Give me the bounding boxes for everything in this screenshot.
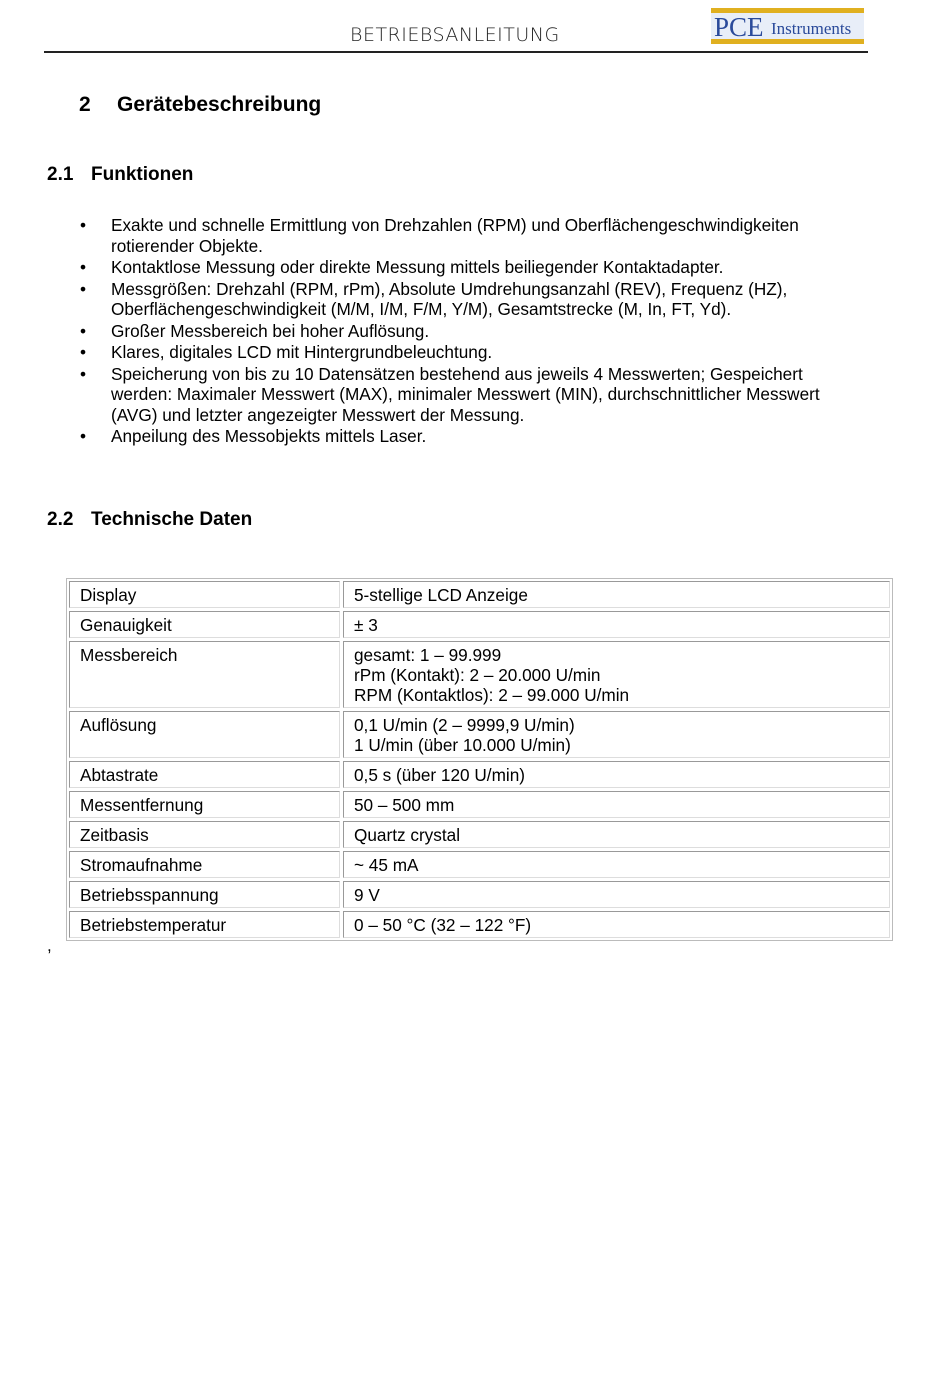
- header-rule: [44, 51, 868, 53]
- functions-heading: [47, 164, 193, 186]
- spec-value: [343, 791, 890, 818]
- logo-instruments-text: Instruments: [771, 19, 852, 38]
- list-item: [80, 426, 860, 447]
- spec-value: [343, 851, 890, 878]
- list-item-line: Großer Messbereich bei hoher Auflösung.: [111, 320, 430, 341]
- list-item-line: Klares, digitales LCD mit Hintergrundbeleuchtung.: [111, 342, 493, 362]
- spec-value-line: 0 – 50 °C (32 – 122 °F): [354, 915, 532, 935]
- list-item-line: Exakte und schnelle Ermittlung von Drehzahlen (RPM) und Oberflächengeschwindigkeiten: [111, 215, 799, 235]
- spec-label: Zeitbasis: [69, 821, 340, 848]
- section-title: Gerätebeschreibung: [117, 93, 322, 116]
- spec-label: Abtastrate: [69, 761, 340, 788]
- spec-value: [343, 821, 890, 848]
- spec-label: Display: [69, 581, 340, 608]
- spec-value: [343, 761, 890, 788]
- spec-label: Stromaufnahme: [69, 851, 340, 878]
- list-item-line: (AVG) und letzter angezeigter Messwert der Messung.: [111, 404, 525, 425]
- table-row: [69, 911, 890, 938]
- spec-value-line: ± 3: [354, 615, 378, 635]
- table-row: [69, 581, 890, 608]
- spec-value-line: rPm (Kontakt): 2 – 20.000 U/min: [354, 665, 601, 685]
- spec-label: Messentfernung: [69, 791, 340, 818]
- list-item-line: Speicherung von bis zu 10 Datensätzen bestehend aus jeweils 4 Messwerten; Gespeichert: [111, 363, 803, 384]
- spec-value: [343, 911, 890, 938]
- functions-list: [80, 215, 860, 448]
- list-item: [80, 257, 860, 278]
- table-row: [69, 641, 890, 708]
- spec-value-line: 0,1 U/min (2 – 9999,9 U/min): [354, 715, 575, 735]
- list-item-line: Oberflächengeschwindigkeit (M/M, I/M, F/M, Y/M), Gesamtstrecke (M, In, FT, Yd).: [111, 299, 732, 319]
- table-row: [69, 761, 890, 788]
- list-item-line: werden: Maximaler Messwert (MAX), minimaler Messwert (MIN), durchschnittlicher Messwert: [111, 384, 820, 404]
- section-number: 2: [79, 93, 91, 116]
- list-item-line: Kontaktlose Messung oder direkte Messung mittels beiliegender Kontaktadapter.: [111, 257, 724, 277]
- tech-heading: [47, 509, 252, 531]
- pce-instruments-logo: [711, 8, 864, 44]
- spec-value: [343, 641, 890, 708]
- logo-pce-text: PCE: [714, 12, 764, 42]
- bullet-marker: •: [80, 320, 87, 341]
- table-row: [69, 881, 890, 908]
- bullet-marker: •: [80, 257, 87, 277]
- spec-value-line: 5-stellige LCD Anzeige: [354, 585, 528, 605]
- spec-value-line: 0,5 s (über 120 U/min): [354, 765, 525, 785]
- section-heading: [79, 93, 321, 117]
- bullet-marker: •: [80, 426, 87, 446]
- table-row: [69, 791, 890, 818]
- list-item: [80, 321, 860, 342]
- spec-value-line: ~ 45 mA: [354, 855, 419, 875]
- list-item: [80, 364, 860, 426]
- table-row: [69, 821, 890, 848]
- functions-number: 2.1: [47, 164, 74, 185]
- bullet-marker: •: [80, 342, 87, 362]
- spec-label: Messbereich: [69, 641, 340, 708]
- list-item-line: rotierender Objekte.: [111, 235, 263, 256]
- tech-number: 2.2: [47, 509, 74, 530]
- table-row: [69, 851, 890, 878]
- spec-value-line: RPM (Kontaktlos): 2 – 99.000 U/min: [354, 685, 630, 705]
- bullet-marker: •: [80, 215, 87, 235]
- footer-mark: ,: [47, 936, 52, 955]
- list-item-line: Anpeilung des Messobjekts mittels Laser.: [111, 426, 427, 446]
- tech-title: Technische Daten: [91, 509, 253, 530]
- spec-label: Betriebsspannung: [69, 881, 340, 908]
- functions-title: Funktionen: [91, 164, 194, 185]
- spec-value-line: gesamt: 1 – 99.999: [354, 645, 502, 665]
- list-item: [80, 279, 860, 320]
- spec-table: [66, 578, 893, 941]
- bullet-marker: •: [80, 363, 87, 384]
- spec-value-line: Quartz crystal: [354, 825, 461, 845]
- table-row: [69, 611, 890, 638]
- spec-value: [343, 581, 890, 608]
- list-item: [80, 215, 860, 256]
- spec-value: [343, 611, 890, 638]
- spec-value: [343, 881, 890, 908]
- bullet-marker: •: [80, 278, 87, 299]
- spec-label: Auflösung: [69, 711, 340, 758]
- table-row: [69, 711, 890, 758]
- spec-value: [343, 711, 890, 758]
- spec-value-line: 1 U/min (über 10.000 U/min): [354, 735, 571, 755]
- spec-label: Betriebstemperatur: [69, 911, 340, 938]
- list-item-line: Messgrößen: Drehzahl (RPM, rPm), Absolute Umdrehungsanzahl (REV), Frequenz (HZ),: [111, 278, 788, 299]
- spec-label: Genauigkeit: [69, 611, 340, 638]
- list-item: [80, 342, 860, 363]
- spec-value-line: 9 V: [354, 885, 380, 905]
- spec-value-line: 50 – 500 mm: [354, 795, 455, 815]
- header-title: BETRIEBSANLEITUNG: [350, 24, 560, 46]
